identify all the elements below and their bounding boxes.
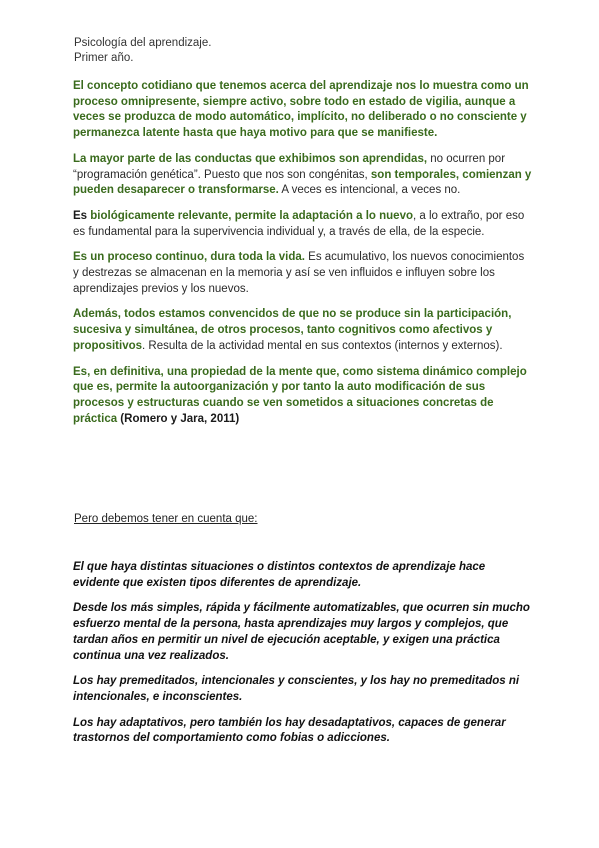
paragraph-concept [73, 79, 533, 142]
paragraph-procesos [73, 307, 533, 354]
header-year: Primer año. [74, 52, 134, 64]
main-content [73, 79, 533, 437]
paragraph-biologico [73, 209, 533, 240]
paragraph-continuo-highlight: Es un proceso continuo, dura toda la vida. [73, 251, 305, 264]
paragraph-continuo [73, 250, 533, 297]
italic-list [73, 560, 533, 757]
document-header [74, 36, 211, 66]
section-subheading: Pero debemos tener en cuenta que: [74, 513, 258, 525]
paragraph-definicion-highlight: Es, en definitiva, una propiedad de la mente que, como sistema dinámico complejo que es, permite la autoorganización y por tanto la auto modificación de sus procesos y estructuras cuando se ven sometidos a situaciones concretas de práctica [73, 365, 527, 425]
italic-paragraph: Los hay adaptativos, pero también los hay desadaptativos, capaces de generar trastornos del comportamiento como fobias o adicciones. [73, 716, 506, 745]
paragraph-procesos-text: . Resulta de la actividad mental en sus contextos (internos y externos). [142, 339, 503, 352]
paragraph-conductas-text-1: no ocurren por “programación genética”. Puesto que nos son congénitas, [73, 152, 506, 181]
paragraph-procesos-highlight: Además, todos estamos convencidos de que no se produce sin la participación, sucesiva y simultánea, de otros procesos, tanto cognitivos como afectivos y propositivos [73, 308, 512, 352]
header-subject: Psicología del aprendizaje. [74, 37, 212, 49]
paragraph-continuo-text: Es acumulativo, los nuevos conocimientos y destrezas se almacenan en la memoria y así se ven influidos e influyen sobre los aprendizajes previos y los nuevos. [73, 251, 525, 295]
italic-paragraph: El que haya distintas situaciones o distintos contextos de aprendizaje hace evidente que existen tipos diferentes de aprendizaje. [73, 561, 486, 589]
paragraph-conductas-highlight-2: son temporales, comienzan y pueden desaparecer o transformarse. [73, 168, 532, 197]
paragraph-conductas-text-2: A veces es intencional, a veces no. [278, 184, 461, 197]
paragraph-definicion [73, 365, 533, 428]
italic-paragraph: Los hay premeditados, intencionales y conscientes, y los hay no premeditados ni intencionales, e inconscientes. [73, 675, 520, 703]
paragraph-definicion-citation: (Romero y Jara, 2011) [117, 412, 240, 425]
paragraph-conductas-highlight-1: La mayor parte de las conductas que exhibimos son aprendidas, [73, 152, 428, 165]
paragraph-biologico-highlight: biológicamente relevante, permite la adaptación a lo nuevo [90, 209, 413, 222]
paragraph-biologico-lead: Es [73, 209, 91, 222]
paragraph-conductas [73, 152, 533, 199]
italic-paragraph: Desde los más simples, rápida y fácilmente automatizables, que ocurren sin mucho esfuerzo mental de la persona, hasta aprendizajes muy largos y complejos, que tardan años en permitir un nivel de ejecución aceptable, y exigen una práctica continua una vez realizados. [73, 602, 530, 662]
paragraph-biologico-text: , a lo extraño, por eso es fundamental para la supervivencia individual y, a través de ella, de la especie. [73, 209, 525, 238]
paragraph-concept-text: El concepto cotidiano que tenemos acerca del aprendizaje nos lo muestra como un proceso omnipresente, siempre activo, sobre todo en estado de vigilia, aunque a veces se produzca de modo automático, implícito, no deliberado o no consciente y permanezca latente hasta que haya motivo para que se manifieste. [73, 80, 529, 140]
